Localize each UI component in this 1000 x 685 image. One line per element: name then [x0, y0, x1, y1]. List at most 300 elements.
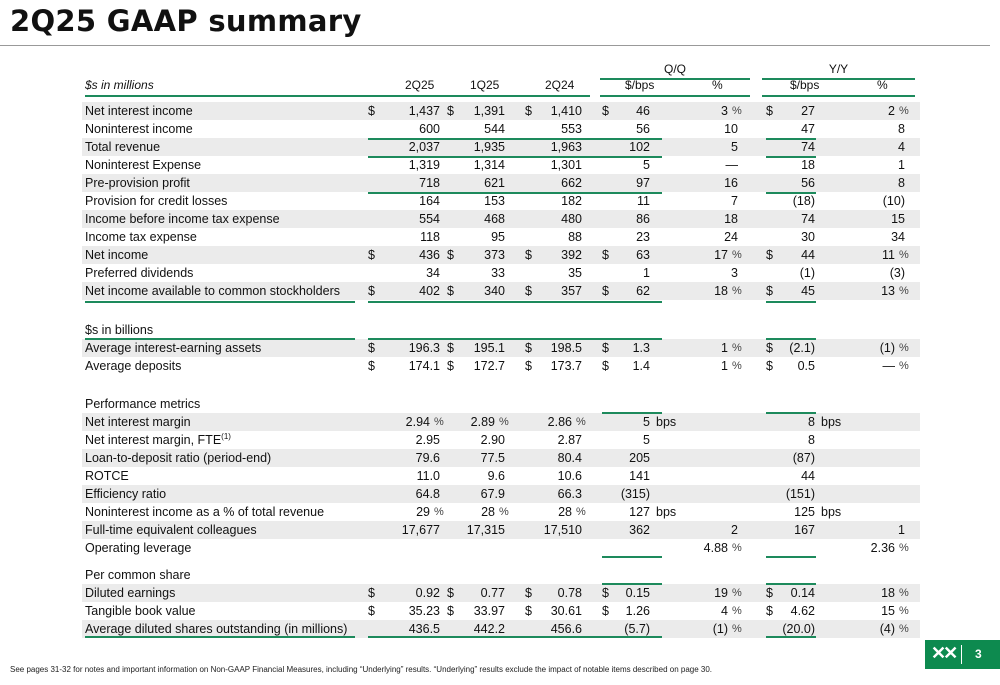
cell-value: 97: [636, 176, 650, 190]
cell-value: 436: [419, 248, 440, 262]
page-number: 3: [975, 647, 982, 661]
row-label: Full-time equivalent colleagues: [85, 523, 257, 537]
cell-value: (20.0): [782, 622, 815, 636]
cell-value: 2,037: [408, 140, 440, 154]
cell-value: (315): [620, 487, 650, 501]
cell-value: 468: [484, 212, 505, 226]
dollar-sign: $: [766, 586, 773, 600]
cell-value: 1.26: [625, 604, 650, 618]
table-row: [82, 521, 920, 539]
dollar-sign: $: [447, 341, 454, 355]
cell-value: 16: [724, 176, 738, 190]
unit-suffix: %: [899, 623, 909, 635]
row-label: Noninterest Expense: [85, 158, 202, 172]
row-underline: [602, 412, 662, 414]
row-label-wrap: [85, 156, 201, 174]
dollar-sign: $: [368, 341, 375, 355]
cell-value: 18: [724, 212, 738, 226]
dollar-sign: $: [602, 359, 609, 373]
table-row: [82, 467, 920, 485]
cell-value: —: [882, 359, 895, 373]
row-label: Net interest income: [85, 104, 193, 118]
cell-value: 153: [484, 194, 505, 208]
row-label-wrap: [85, 449, 271, 467]
dollar-sign: $: [602, 104, 609, 118]
cell-value: 5: [643, 415, 650, 429]
cell-value: 5: [643, 158, 650, 172]
unit-suffix: bps: [821, 505, 842, 519]
cell-value: 10: [724, 122, 738, 136]
row-label-wrap: [85, 602, 196, 620]
cell-value: 198.5: [550, 341, 582, 355]
row-underline: [766, 156, 816, 158]
unit-suffix: %: [499, 416, 509, 428]
cell-value: 1,935: [473, 140, 505, 154]
dollar-sign: $: [368, 359, 375, 373]
cell-value: 1,963: [550, 140, 582, 154]
cell-value: 1,391: [473, 104, 505, 118]
column-header: $/bps: [790, 78, 820, 92]
row-underline: [766, 583, 816, 585]
footnote: See pages 31-32 for notes and important information on Non-GAAP Financial Measures, including “Underlying” results. “Underlying” results exclude the impact of notable items described on page 30.: [10, 665, 713, 674]
cell-value: 33.97: [473, 604, 505, 618]
cell-value: 77.5: [480, 451, 505, 465]
cell-value: 1,301: [550, 158, 582, 172]
row-underline: [602, 301, 662, 303]
dollar-sign: $: [602, 604, 609, 618]
cell-value: 2.36: [870, 541, 895, 555]
dollar-sign: $: [602, 284, 609, 298]
cell-value: 172.7: [473, 359, 505, 373]
cell-value: (87): [792, 451, 815, 465]
cell-value: 357: [561, 284, 582, 298]
cell-value: 0.5: [797, 359, 815, 373]
table-row: [82, 282, 920, 300]
row-underline: [602, 636, 662, 638]
dollar-sign: $: [525, 341, 532, 355]
row-label-wrap: [85, 467, 129, 485]
dollar-sign: $: [368, 284, 375, 298]
cell-value: 1: [898, 523, 905, 537]
cell-value: 56: [801, 176, 815, 190]
unit-suffix: %: [732, 360, 742, 372]
cell-value: 1,319: [408, 158, 440, 172]
unit-suffix: %: [899, 587, 909, 599]
cell-value: 47: [801, 122, 815, 136]
row-label: ROTCE: [85, 469, 129, 483]
row-label-wrap: [85, 210, 280, 228]
table-row: [82, 156, 920, 174]
cell-value: 35: [568, 266, 582, 280]
cell-value: 141: [629, 469, 650, 483]
row-label: Net interest margin: [85, 415, 191, 429]
cell-value: 174.1: [408, 359, 440, 373]
cell-value: 63: [636, 248, 650, 262]
row-underline: [766, 138, 816, 140]
row-underline: [602, 192, 662, 194]
cell-value: 392: [561, 248, 582, 262]
row-label: Average deposits: [85, 359, 182, 373]
cell-value: 2.87: [557, 433, 582, 447]
cell-value: 0.92: [415, 586, 440, 600]
page-title: 2Q25 GAAP summary: [10, 4, 362, 38]
row-label-wrap: [85, 120, 193, 138]
cell-value: 4.62: [790, 604, 815, 618]
row-label: Tangible book value: [85, 604, 196, 618]
unit-suffix: %: [434, 416, 444, 428]
dollar-sign: $: [602, 341, 609, 355]
row-label: Noninterest income as a % of total revenue: [85, 505, 325, 519]
row-underline: [85, 636, 355, 638]
unit-suffix: %: [732, 285, 742, 297]
table-row: [82, 339, 920, 357]
unit-suffix: %: [732, 342, 742, 354]
cell-value: 11: [637, 194, 650, 208]
row-label-wrap: [85, 431, 231, 449]
unit-suffix: bps: [821, 415, 842, 429]
cell-value: (1): [799, 266, 815, 280]
cell-value: 86: [636, 212, 650, 226]
cell-value: 340: [484, 284, 505, 298]
table-row: [82, 192, 920, 210]
cell-value: 62: [636, 284, 650, 298]
dollar-sign: $: [766, 248, 773, 262]
row-label: Income before income tax expense: [85, 212, 280, 226]
unit-suffix: %: [732, 105, 742, 117]
cell-value: 79.6: [415, 451, 440, 465]
cell-value: (4): [879, 622, 895, 636]
cell-value: 11: [882, 248, 895, 262]
cell-value: 1,410: [550, 104, 582, 118]
row-underline: [602, 583, 662, 585]
dollar-sign: $: [602, 586, 609, 600]
cell-value: (3): [889, 266, 905, 280]
cell-value: 402: [419, 284, 440, 298]
cell-value: 66.3: [557, 487, 582, 501]
footnote-marker: (1): [221, 431, 231, 441]
cell-value: 196.3: [408, 341, 440, 355]
column-header: $/bps: [625, 78, 655, 92]
row-underline: [766, 636, 816, 638]
cell-value: 3: [731, 266, 738, 280]
dollar-sign: $: [766, 104, 773, 118]
cell-value: 480: [561, 212, 582, 226]
unit-suffix: %: [732, 587, 742, 599]
unit-suffix: bps: [656, 415, 677, 429]
table-row: [82, 138, 920, 156]
dollar-sign: $: [368, 104, 375, 118]
row-underline: [602, 156, 662, 158]
cell-value: 23: [636, 230, 650, 244]
row-label-wrap: [85, 521, 257, 539]
title-divider: [0, 45, 990, 46]
cell-value: 544: [484, 122, 505, 136]
cell-value: 34: [891, 230, 905, 244]
unit-suffix: %: [899, 105, 909, 117]
cell-value: 24: [724, 230, 738, 244]
row-label-wrap: [85, 246, 148, 264]
table-row: [82, 264, 920, 282]
cell-value: 28: [558, 505, 572, 519]
cell-value: 74: [801, 212, 815, 226]
table-row: [82, 120, 920, 138]
unit-suffix: %: [899, 249, 909, 261]
cell-value: 8: [808, 415, 815, 429]
cell-value: (10): [882, 194, 905, 208]
header-underline: [85, 95, 590, 97]
table-row: [82, 210, 920, 228]
cell-value: 125: [794, 505, 815, 519]
row-label: Average interest-earning assets: [85, 341, 262, 355]
dollar-sign: $: [447, 604, 454, 618]
row-label-wrap: [85, 357, 181, 375]
cell-value: 4.88: [703, 541, 728, 555]
column-header: %: [877, 78, 888, 92]
cell-value: 28: [481, 505, 495, 519]
dollar-sign: $: [525, 104, 532, 118]
cell-value: 1.3: [632, 341, 650, 355]
logo-divider: [961, 645, 962, 664]
unit-suffix: %: [899, 285, 909, 297]
column-header: 2Q25: [405, 78, 435, 92]
cell-value: 205: [629, 451, 650, 465]
table-row: [82, 485, 920, 503]
cell-value: 74: [801, 140, 815, 154]
unit-suffix: %: [732, 249, 742, 261]
table-row: [82, 431, 920, 449]
cell-value: 29: [416, 505, 430, 519]
unit-suffix: %: [899, 605, 909, 617]
cell-value: 1: [643, 266, 650, 280]
cell-value: 2: [731, 523, 738, 537]
cell-value: 46: [636, 104, 650, 118]
row-underline: [766, 338, 816, 340]
cell-value: (2.1): [789, 341, 815, 355]
unit-suffix: %: [732, 623, 742, 635]
cell-value: 2.95: [415, 433, 440, 447]
cell-value: 8: [808, 433, 815, 447]
dollar-sign: $: [447, 586, 454, 600]
dollar-sign: $: [766, 604, 773, 618]
cell-value: 5: [731, 140, 738, 154]
row-underline: [766, 556, 816, 558]
cell-value: 1,437: [408, 104, 440, 118]
row-label-wrap: [85, 485, 166, 503]
cell-value: 0.15: [625, 586, 650, 600]
cell-value: 67.9: [480, 487, 505, 501]
cell-value: 118: [420, 230, 440, 244]
row-label: Diluted earnings: [85, 586, 176, 600]
cell-value: 1: [898, 158, 905, 172]
row-label-wrap: [85, 138, 160, 156]
cell-value: 436.5: [408, 622, 440, 636]
cell-value: 11.0: [416, 469, 440, 483]
cell-value: 18: [714, 284, 728, 298]
table-row: [82, 246, 920, 264]
cell-value: 5: [643, 433, 650, 447]
row-label-wrap: [85, 264, 193, 282]
row-label-wrap: [85, 174, 190, 192]
cell-value: 4: [898, 140, 905, 154]
dollar-sign: $: [525, 248, 532, 262]
row-label-wrap: [85, 539, 191, 557]
dollar-sign: $: [525, 284, 532, 298]
row-label-wrap: [85, 228, 197, 246]
cell-value: 2.90: [480, 433, 505, 447]
cell-value: 56: [636, 122, 650, 136]
row-label-wrap: [85, 584, 175, 602]
row-label: Pre-provision profit: [85, 176, 190, 190]
dollar-sign: $: [525, 359, 532, 373]
table-row: [82, 102, 920, 120]
table-row: [82, 503, 920, 521]
cell-value: 35.23: [408, 604, 440, 618]
cell-value: 10.6: [557, 469, 582, 483]
cell-value: 44: [801, 248, 815, 262]
cell-value: 15: [881, 604, 895, 618]
cell-value: 102: [629, 140, 650, 154]
cell-value: 362: [629, 523, 650, 537]
dollar-sign: $: [447, 104, 454, 118]
cell-value: 1: [721, 341, 728, 355]
cell-value: (151): [785, 487, 815, 501]
cell-value: (1): [712, 622, 728, 636]
cell-value: 2.89: [470, 415, 495, 429]
cell-value: (1): [879, 341, 895, 355]
cell-value: 27: [801, 104, 815, 118]
cell-value: 34: [426, 266, 440, 280]
cell-value: 64.8: [415, 487, 440, 501]
row-underline: [766, 192, 816, 194]
unit-suffix: bps: [656, 505, 677, 519]
cell-value: 95: [491, 230, 505, 244]
table-row: [82, 357, 920, 375]
cell-value: 1.4: [632, 359, 650, 373]
row-label: Preferred dividends: [85, 266, 194, 280]
row-label: Efficiency ratio: [85, 487, 167, 501]
cell-value: 17: [714, 248, 728, 262]
table-row: [82, 228, 920, 246]
cell-value: 7: [731, 194, 738, 208]
cell-value: 1: [721, 359, 728, 373]
unit-suffix: %: [499, 506, 509, 518]
cell-value: 3: [721, 104, 728, 118]
dollar-sign: $: [368, 604, 375, 618]
unit-suffix: %: [576, 416, 586, 428]
row-label: Net income available to common stockholders: [85, 284, 340, 298]
unit-suffix: %: [899, 360, 909, 372]
row-underline: [602, 338, 662, 340]
cell-value: 173.7: [550, 359, 582, 373]
row-label: Operating leverage: [85, 541, 192, 555]
cell-value: 600: [419, 122, 440, 136]
dollar-sign: $: [447, 248, 454, 262]
row-label-wrap: [85, 282, 340, 300]
dollar-sign: $: [447, 284, 454, 298]
cell-value: 18: [881, 586, 895, 600]
row-underline: [85, 338, 355, 340]
cell-value: 13: [881, 284, 895, 298]
column-header: 2Q24: [545, 78, 575, 92]
dollar-sign: $: [525, 604, 532, 618]
header-underline: [762, 95, 915, 97]
cell-value: 2.94: [405, 415, 430, 429]
cell-value: 17,315: [466, 523, 505, 537]
logo-icon: ✕✕: [931, 643, 956, 663]
cell-value: 373: [484, 248, 505, 262]
table-row: [82, 539, 920, 557]
table-row: [82, 449, 920, 467]
cell-value: 0.14: [790, 586, 815, 600]
cell-value: 621: [484, 176, 505, 190]
cell-value: 554: [419, 212, 440, 226]
cell-value: 30: [801, 230, 815, 244]
table-row: [82, 413, 920, 431]
cell-value: 8: [898, 176, 905, 190]
row-underline: [602, 556, 662, 558]
row-label-wrap: [85, 102, 193, 120]
cell-value: 718: [419, 176, 440, 190]
qq-group-header: Q/Q: [600, 62, 750, 80]
cell-value: 33: [491, 266, 505, 280]
cell-value: 8: [898, 122, 905, 136]
cell-value: 167: [794, 523, 815, 537]
brand-logo: [925, 640, 1000, 669]
dollar-sign: $: [766, 341, 773, 355]
dollar-sign: $: [766, 359, 773, 373]
cell-value: 45: [801, 284, 815, 298]
row-label-wrap: [85, 503, 324, 521]
row-underline: [602, 138, 662, 140]
cell-value: 2: [888, 104, 895, 118]
section-title: Per common share: [85, 568, 191, 582]
row-label: Provision for credit losses: [85, 194, 228, 208]
section-title: Performance metrics: [85, 397, 201, 411]
column-header: %: [712, 78, 723, 92]
row-label-wrap: [85, 339, 261, 357]
dollar-sign: $: [368, 586, 375, 600]
column-header: 1Q25: [470, 78, 500, 92]
unit-suffix: %: [899, 542, 909, 554]
cell-value: 442.2: [473, 622, 505, 636]
yy-group-header: Y/Y: [762, 62, 915, 80]
row-label: Net interest margin, FTE: [85, 433, 222, 447]
cell-value: 456.6: [550, 622, 582, 636]
cell-value: 17,510: [543, 523, 582, 537]
cell-value: 0.77: [480, 586, 505, 600]
cell-value: 80.4: [557, 451, 582, 465]
unit-suffix: %: [732, 605, 742, 617]
cell-value: 662: [561, 176, 582, 190]
row-underline: [766, 301, 816, 303]
row-underline: [85, 301, 355, 303]
dollar-sign: $: [368, 248, 375, 262]
cell-value: 164: [419, 194, 440, 208]
row-underline: [766, 412, 816, 414]
cell-value: 15: [891, 212, 905, 226]
units-label: $s in millions: [85, 78, 154, 92]
cell-value: 182: [561, 194, 582, 208]
cell-value: 0.78: [557, 586, 582, 600]
dollar-sign: $: [602, 248, 609, 262]
cell-value: 4: [721, 604, 728, 618]
unit-suffix: %: [732, 542, 742, 554]
cell-value: 127: [629, 505, 650, 519]
dollar-sign: $: [766, 284, 773, 298]
cell-value: 2.86: [547, 415, 572, 429]
unit-suffix: %: [434, 506, 444, 518]
row-label: Net income: [85, 248, 149, 262]
